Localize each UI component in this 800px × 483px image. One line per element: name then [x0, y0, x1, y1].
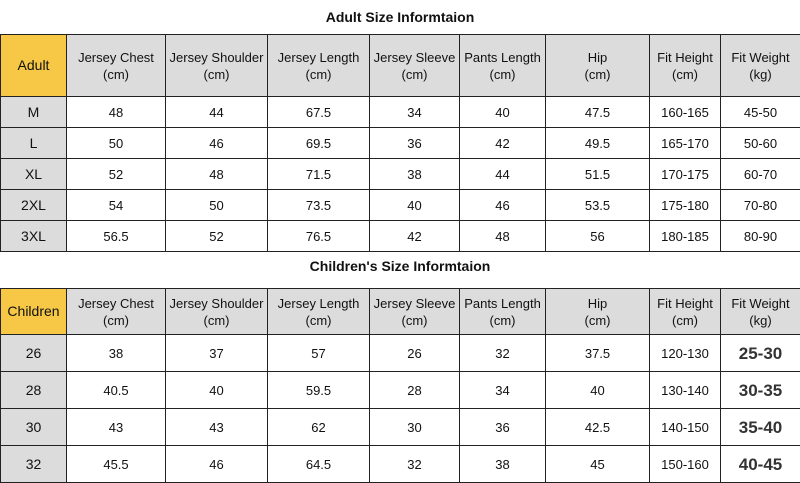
- adult-corner-label: Adult: [1, 35, 67, 97]
- cell-fit-weight: 35-40: [721, 409, 800, 446]
- size-label: XL: [1, 159, 67, 190]
- cell-pants-length: 34: [460, 372, 546, 409]
- header-jersey-length: [268, 35, 370, 97]
- cell-pants-length: 36: [460, 409, 546, 446]
- cell-fit-weight: 50-60: [721, 128, 800, 159]
- adult-size-table: [0, 34, 800, 252]
- header-jersey-shoulder: [166, 289, 268, 335]
- header-fit-weight: [721, 289, 800, 335]
- cell-jersey-chest: 50: [67, 128, 166, 159]
- table-row: [1, 190, 800, 221]
- cell-jersey-length: 73.5: [268, 190, 370, 221]
- header-jersey-chest: [67, 289, 166, 335]
- header-label: Jersey Chest: [67, 295, 165, 312]
- header-jersey-shoulder: [166, 35, 268, 97]
- cell-fit-height: 120-130: [650, 335, 721, 372]
- size-label: L: [1, 128, 67, 159]
- cell-jersey-sleeve: 38: [370, 159, 460, 190]
- cell-pants-length: 32: [460, 335, 546, 372]
- cell-jersey-shoulder: 50: [166, 190, 268, 221]
- cell-fit-weight: 80-90: [721, 221, 800, 252]
- cell-jersey-length: 71.5: [268, 159, 370, 190]
- header-label: Fit Weight: [721, 49, 800, 66]
- header-hip: [546, 35, 650, 97]
- cell-pants-length: 48: [460, 221, 546, 252]
- cell-jersey-chest: 40.5: [67, 372, 166, 409]
- header-unit: (cm): [650, 312, 720, 329]
- cell-fit-weight: 60-70: [721, 159, 800, 190]
- header-jersey-sleeve: [370, 35, 460, 97]
- cell-fit-weight: 40-45: [721, 446, 800, 483]
- header-jersey-sleeve: [370, 289, 460, 335]
- adult-table-title: Adult Size Informtaion: [0, 9, 800, 25]
- cell-fit-height: 160-165: [650, 97, 721, 128]
- header-unit: (cm): [650, 66, 720, 83]
- header-hip: [546, 289, 650, 335]
- cell-pants-length: 42: [460, 128, 546, 159]
- cell-hip: 51.5: [546, 159, 650, 190]
- cell-jersey-shoulder: 46: [166, 128, 268, 159]
- cell-jersey-chest: 52: [67, 159, 166, 190]
- header-label: Hip: [546, 295, 649, 312]
- header-unit: (cm): [546, 312, 649, 329]
- cell-jersey-shoulder: 37: [166, 335, 268, 372]
- header-fit-weight: [721, 35, 800, 97]
- header-unit: (kg): [721, 66, 800, 83]
- cell-jersey-sleeve: 28: [370, 372, 460, 409]
- cell-pants-length: 44: [460, 159, 546, 190]
- cell-fit-height: 175-180: [650, 190, 721, 221]
- cell-fit-weight: 70-80: [721, 190, 800, 221]
- cell-jersey-sleeve: 40: [370, 190, 460, 221]
- cell-fit-weight: 45-50: [721, 97, 800, 128]
- cell-fit-height: 165-170: [650, 128, 721, 159]
- cell-fit-height: 140-150: [650, 409, 721, 446]
- cell-jersey-sleeve: 32: [370, 446, 460, 483]
- size-label: 3XL: [1, 221, 67, 252]
- cell-hip: 49.5: [546, 128, 650, 159]
- cell-jersey-length: 64.5: [268, 446, 370, 483]
- header-label: Fit Height: [650, 49, 720, 66]
- size-label: M: [1, 97, 67, 128]
- header-pants-length: [460, 35, 546, 97]
- children-table-title: Children's Size Informtaion: [0, 258, 800, 274]
- header-unit: (kg): [721, 312, 800, 329]
- header-unit: (cm): [67, 312, 165, 329]
- size-label: 30: [1, 409, 67, 446]
- table-row: [1, 159, 800, 190]
- table-row: [1, 409, 800, 446]
- header-label: Jersey Sleeve: [370, 295, 459, 312]
- cell-jersey-shoulder: 40: [166, 372, 268, 409]
- cell-jersey-length: 69.5: [268, 128, 370, 159]
- cell-jersey-length: 59.5: [268, 372, 370, 409]
- cell-fit-weight: 25-30: [721, 335, 800, 372]
- cell-pants-length: 46: [460, 190, 546, 221]
- cell-jersey-chest: 43: [67, 409, 166, 446]
- cell-jersey-sleeve: 26: [370, 335, 460, 372]
- header-label: Pants Length: [460, 295, 545, 312]
- children-header-row: [1, 289, 800, 335]
- cell-fit-height: 130-140: [650, 372, 721, 409]
- cell-jersey-chest: 45.5: [67, 446, 166, 483]
- header-label: Fit Weight: [721, 295, 800, 312]
- header-label: Hip: [546, 49, 649, 66]
- cell-jersey-length: 67.5: [268, 97, 370, 128]
- cell-jersey-sleeve: 30: [370, 409, 460, 446]
- header-jersey-length: [268, 289, 370, 335]
- cell-jersey-chest: 48: [67, 97, 166, 128]
- cell-jersey-sleeve: 36: [370, 128, 460, 159]
- header-fit-height: [650, 289, 721, 335]
- cell-jersey-chest: 38: [67, 335, 166, 372]
- cell-jersey-shoulder: 52: [166, 221, 268, 252]
- size-label: 32: [1, 446, 67, 483]
- cell-jersey-length: 76.5: [268, 221, 370, 252]
- cell-fit-height: 150-160: [650, 446, 721, 483]
- header-unit: (cm): [370, 312, 459, 329]
- header-unit: (cm): [268, 66, 369, 83]
- cell-fit-weight: 30-35: [721, 372, 800, 409]
- children-size-table: [0, 288, 800, 483]
- cell-jersey-sleeve: 34: [370, 97, 460, 128]
- cell-jersey-shoulder: 43: [166, 409, 268, 446]
- header-unit: (cm): [67, 66, 165, 83]
- cell-hip: 53.5: [546, 190, 650, 221]
- header-unit: (cm): [166, 312, 267, 329]
- table-row: [1, 335, 800, 372]
- cell-pants-length: 40: [460, 97, 546, 128]
- cell-jersey-chest: 54: [67, 190, 166, 221]
- header-unit: (cm): [460, 66, 545, 83]
- header-label: Jersey Length: [268, 49, 369, 66]
- header-unit: (cm): [370, 66, 459, 83]
- cell-hip: 40: [546, 372, 650, 409]
- table-row: [1, 97, 800, 128]
- cell-hip: 47.5: [546, 97, 650, 128]
- table-row: [1, 372, 800, 409]
- cell-fit-height: 170-175: [650, 159, 721, 190]
- children-corner-label: Children: [1, 289, 67, 335]
- cell-hip: 45: [546, 446, 650, 483]
- header-label: Jersey Chest: [67, 49, 165, 66]
- cell-jersey-chest: 56.5: [67, 221, 166, 252]
- size-label: 2XL: [1, 190, 67, 221]
- table-row: [1, 221, 800, 252]
- header-unit: (cm): [546, 66, 649, 83]
- cell-jersey-shoulder: 46: [166, 446, 268, 483]
- header-label: Jersey Shoulder: [166, 49, 267, 66]
- cell-pants-length: 38: [460, 446, 546, 483]
- table-row: [1, 128, 800, 159]
- header-unit: (cm): [268, 312, 369, 329]
- header-unit: (cm): [166, 66, 267, 83]
- cell-jersey-sleeve: 42: [370, 221, 460, 252]
- cell-jersey-shoulder: 44: [166, 97, 268, 128]
- size-label: 28: [1, 372, 67, 409]
- cell-fit-height: 180-185: [650, 221, 721, 252]
- cell-hip: 56: [546, 221, 650, 252]
- adult-header-row: [1, 35, 800, 97]
- header-label: Jersey Length: [268, 295, 369, 312]
- cell-hip: 37.5: [546, 335, 650, 372]
- table-row: [1, 446, 800, 483]
- cell-jersey-shoulder: 48: [166, 159, 268, 190]
- header-unit: (cm): [460, 312, 545, 329]
- header-fit-height: [650, 35, 721, 97]
- header-jersey-chest: [67, 35, 166, 97]
- cell-jersey-length: 57: [268, 335, 370, 372]
- header-pants-length: [460, 289, 546, 335]
- header-label: Jersey Shoulder: [166, 295, 267, 312]
- header-label: Fit Height: [650, 295, 720, 312]
- header-label: Jersey Sleeve: [370, 49, 459, 66]
- size-label: 26: [1, 335, 67, 372]
- cell-hip: 42.5: [546, 409, 650, 446]
- cell-jersey-length: 62: [268, 409, 370, 446]
- header-label: Pants Length: [460, 49, 545, 66]
